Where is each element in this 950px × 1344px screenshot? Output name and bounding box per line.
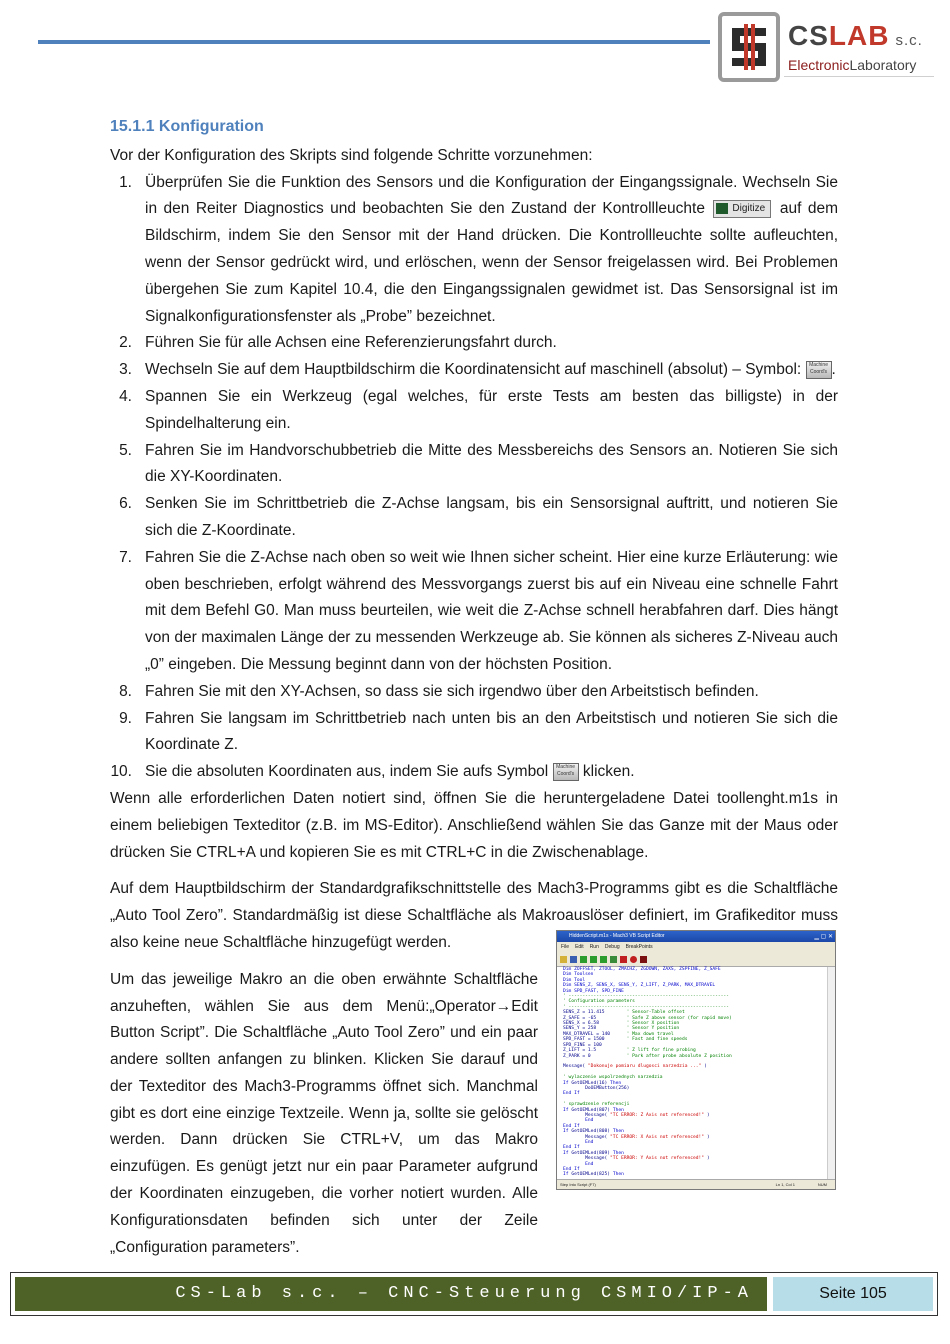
list-item: 1. Überprüfen Sie die Funktion des Sensors und die Konfiguration der Eingangssignale. Wechseln Sie in den Reiter Diagnostics und beobachten Sie den Zustand der Kontrollleuchte Digitize auf dem Bildschirm, indem Sie den Sensor mit der Hand drücken. Die Kontrollleuchte sollte aufleuchten, wenn der Sensor gedrückt wird, und erlöschen, wenn der Sensor freigelassen wird. Bei Problemen übergehen Sie zum Kapitel 10.4, die den Eingangssignalen gewidmet ist. Das Sensorsignal ist im Signalkonfigurationsfenster als „Probe” bezeichnet.: [119, 173, 838, 325]
script-editor-screenshot: [556, 930, 836, 1190]
logo-underline: [784, 76, 934, 77]
page-number: Seite 105: [773, 1277, 933, 1311]
step-icon: [590, 956, 597, 963]
editor-code-area: Dim ZOFFSET, ZTOOL, ZMACHZ, ZGDOWN, ZAXS, ZSPFINE, Z_SAFE Dim Toolsen Dim Tool Dim SENS_Z, SENS_X, SENS_Y, Z_LIFT, Z_PARK, MAX_DTRAVEL Dim SPD_FAST, SPD_FINE ' ---------------------------------------------------------- ' Configuration parameters ' ---------------------------------------------------------- SENS_Z = 11.415 ' Sensor-Table offset Z_SAFE = -65 ' Safe Z above sensor (for rapid move) SENS_X = 6.58 ' Sensor X position SENS_Y = 258 ' Sensor Y position MAX_DTRAVEL = 140 ' Max down travel SPD_FAST = 1500 ' Fast and fine speeds SPD_FINE = 100 Z_LIFT = 1.5 ' Z lift for fine probing Z_PARK = 0 ' Park after probe absolute Z position Message( "Dokonuje pomiaru dlugosci narzedzia ..." ) ' wylaczenie wspolrzednych narzedzia If GetOEMLed(16) Then DoOEMButton(256) End If ' sprawdzenie referencji If GetOEMLed(807) Then Message( "TC ERROR: Z Axis not referenced!" ) End End If If GetOEMLed(808) Then Message( "TC ERROR: X Axis not referenced!" ) End End If If GetOEMLed(809) Then Message( "TC ERROR: Y Axis not referenced!" ) End End If If GetOEMLed(825) Then: [563, 967, 732, 1178]
editor-status-bar: Step Into Script (F7) Ln 1, Col 1 NUM: [557, 1179, 835, 1189]
header-rule: [38, 40, 710, 44]
window-controls-icon: ▁ ▢ ✕: [814, 934, 833, 940]
arrow-right-icon: →: [495, 997, 512, 1015]
digitize-led-icon: Digitize: [713, 200, 771, 218]
list-item: 4. Spannen Sie ein Werkzeug (egal welches, für erste Tests am besten das billigste) in der Spindelhalterung ein.: [119, 387, 838, 432]
list-item: 2. Führen Sie für alle Achsen eine Referenzierungsfahrt durch.: [119, 334, 557, 352]
steps-list: [110, 170, 838, 786]
editor-menu-bar: File Edit Run Debug BreakPoints: [557, 942, 835, 952]
page-footer: [10, 1272, 938, 1316]
editor-toolbar: [557, 952, 835, 967]
list-item: 7. Fahren Sie die Z-Achse nach oben so weit wie Ihnen sicher scheint. Hier eine kurze Erläuterung: wie oben beschrieben, erfolgt während des Messvorgangs zuerst bis auf ein Niveau eine schnelle Fahrt mit dem Befehl G0. Man muss beurteilen, wie weit die Z-Achse schnell herabfahren darf. Dies hängt von der maximalen Länge der zu messenden Werkzeuge ab. Sie können als sicheres Z-Niveau auch „0” eingeben. Die Messung beginnt dann von der höchsten Position.: [119, 548, 838, 673]
cslab-logo: [718, 12, 938, 92]
list-item: 10. Sie die absoluten Koordinaten aus, indem Sie aufs Symbol Machine Coord's klicken.: [110, 763, 635, 781]
list-item: 6. Senken Sie im Schrittbetrieb die Z-Achse langsam, bis ein Sensorsignal auftritt, und notieren Sie sich die Z-Koordinate.: [119, 495, 838, 539]
paragraph-macro: Um das jeweilige Makro an die oben erwähnte Schaltfläche anzuheften, wählen Sie aus dem Menü:„Operator→Edit Button Script”. Die Schaltfläche „Auto Tool Zero” und ein paar andere sollten anfangen zu blinken. Klicken Sie darauf und der Texteditor des Mach3-Programms öffnet sich. Manchmal gibt es dort eine einzige Textzeile. Wenn ja, sollte sie gelöscht werden. Dann drücken Sie CTRL+V, um das Makro einzufügen. Es genügt jetzt nur ein paar Parameter aufgrund der Koordinaten einzugeben, die vorher notiert wurden. Alle Konfigurationsdaten befinden sich unter der Zeile „Configuration parameters”.: [110, 970, 538, 1256]
pause-icon: [610, 956, 617, 963]
open-icon: [560, 956, 567, 963]
machine-coords-button-icon: Machine Coord's: [553, 763, 579, 781]
step-over-icon: [600, 956, 607, 963]
list-item: 8. Fahren Sie mit den XY-Achsen, so dass sie sich irgendwo über den Arbeitstisch befinden.: [119, 682, 759, 700]
stop-icon: [620, 956, 627, 963]
breakpoint-icon: [630, 956, 637, 963]
logo-subtitle: ElectronicLaboratory: [788, 57, 917, 73]
section-title: 15.1.1 Konfiguration: [110, 118, 264, 135]
editor-title-bar: HiddenScript.m1s - Mach3 VB Script Editor ▁ ▢ ✕: [557, 931, 835, 942]
list-item: 5. Fahren Sie im Handvorschubbetrieb die Mitte des Messbereichs des Sensors an. Notieren Sie sich die XY-Koordinaten.: [119, 441, 838, 486]
list-item: 9. Fahren Sie langsam im Schrittbetrieb nach unten bis an den Arbeitstisch und notieren Sie sich die Koordinate Z.: [119, 709, 838, 754]
machine-coords-button-icon: Machine Coord's: [806, 361, 832, 379]
clear-breakpoint-icon: [640, 956, 647, 963]
editor-scrollbar: [827, 967, 835, 1179]
save-icon: [570, 956, 577, 963]
run-icon: [580, 956, 587, 963]
paragraph-after-steps: Wenn alle erforderlichen Daten notiert sind, öffnen Sie die heruntergeladene Datei toollenght.m1s in einem beliebigen Texteditor (z.B. im MS-Editor). Anschließend wählen Sie das Ganze mit der Maus oder drücken Sie CTRL+A und kopieren Sie es mit CTRL+C in die Zwischenablage.: [110, 789, 838, 861]
logo-wordmark: CSLAB s.c.: [788, 20, 923, 51]
intro-paragraph: Vor der Konfiguration des Skripts sind folgende Schritte vorzunehmen:: [110, 146, 593, 164]
paragraph-auto-tool-zero: Auf dem Hauptbildschirm der Standardgrafikschnittstelle des Mach3-Programms gibt es die Schaltfläche „Auto Tool Zero”. Standardmäßig ist diese Schaltfläche als Makroauslöser definiert, im Grafikeditor muss also keine neue Schaltfläche hinzugefügt werden.: [110, 880, 838, 951]
list-item: 3. Wechseln Sie auf dem Hauptbildschirm die Koordinatensicht auf maschinell (absolut) – Symbol: Machine Coord's .: [119, 361, 836, 379]
cslab-logo-icon: [718, 12, 780, 82]
footer-title: CS-Lab s.c. – CNC-Steuerung CSMIO/IP-A: [15, 1277, 767, 1311]
